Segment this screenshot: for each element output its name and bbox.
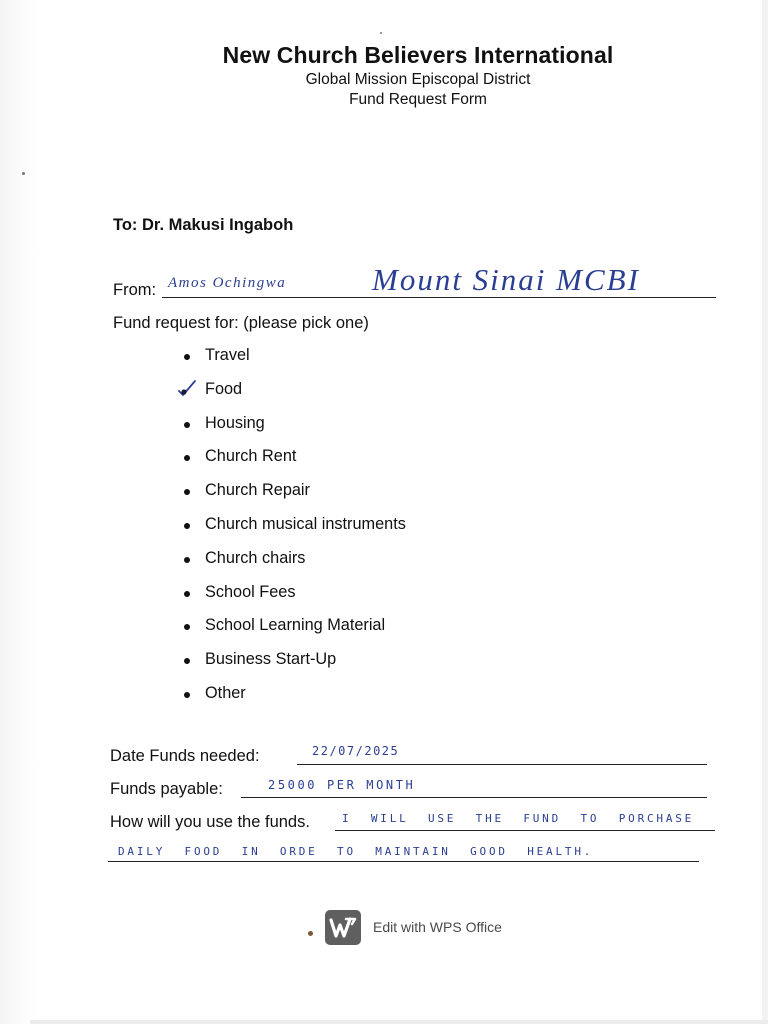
request-prompt: Fund request for: (please pick one) bbox=[113, 314, 369, 332]
from-label: From: bbox=[113, 281, 157, 299]
page-edge-bottom bbox=[30, 1020, 768, 1024]
funds-payable-label: Funds payable: bbox=[110, 780, 223, 798]
request-option-label: Other bbox=[205, 684, 246, 702]
from-name-handwritten: Amos Ochingwa bbox=[168, 275, 287, 291]
request-option-label: School Learning Material bbox=[205, 616, 386, 635]
request-option-label: Church musical instruments bbox=[205, 515, 406, 533]
request-option-label: Church chairs bbox=[205, 548, 306, 567]
request-option-label: Church Rent bbox=[205, 447, 297, 466]
scan-speck bbox=[22, 172, 25, 175]
date-needed-value: 22/07/2025 bbox=[312, 744, 400, 758]
request-option-label: Food bbox=[205, 379, 243, 398]
bullet-icon bbox=[184, 422, 190, 428]
bullet-icon bbox=[184, 557, 190, 563]
request-option-label: Business Start-Up bbox=[205, 650, 337, 669]
funds-use-underline bbox=[335, 830, 715, 831]
organization-title: New Church Believers International bbox=[222, 42, 614, 68]
checkmark-icon bbox=[177, 378, 199, 398]
wps-edit-link[interactable]: Edit with WPS Office bbox=[373, 919, 502, 935]
date-needed-label: Date Funds needed: bbox=[110, 747, 260, 765]
district-subtitle: Global Mission Episcopal District bbox=[305, 71, 531, 88]
page-edge bbox=[762, 0, 768, 1024]
wps-w-glyph bbox=[325, 910, 361, 945]
funds-payable-value: 25000 PER MONTH bbox=[268, 778, 416, 792]
from-place-handwritten: Mount Sinai MCBI bbox=[372, 262, 640, 297]
funds-payable-underline bbox=[241, 797, 707, 798]
request-option-label: Housing bbox=[205, 413, 265, 432]
bullet-icon bbox=[184, 591, 190, 597]
funds-use-value-line1: I WILL USE THE FUND TO PORCHASE bbox=[342, 812, 695, 825]
bullet-icon bbox=[184, 692, 190, 698]
wps-office-icon[interactable] bbox=[325, 910, 361, 945]
form-title: Fund Request Form bbox=[349, 91, 487, 108]
recipient-line: To: Dr. Makusi Ingaboh bbox=[113, 216, 294, 234]
request-option-label: School Fees bbox=[205, 582, 296, 601]
scan-speck bbox=[380, 32, 382, 34]
request-option-label: Church Repair bbox=[205, 481, 310, 500]
bullet-icon bbox=[184, 354, 190, 360]
request-option-label: Travel bbox=[205, 346, 250, 364]
date-needed-underline bbox=[297, 764, 707, 765]
funds-use-underline-2 bbox=[108, 861, 699, 862]
bullet-icon bbox=[184, 523, 190, 529]
funds-use-value-line2: DAILY FOOD IN ORDE TO MAINTAIN GOOD HEALTH. bbox=[118, 845, 594, 858]
scan-speck bbox=[308, 931, 313, 936]
funds-use-label: How will you use the funds. bbox=[110, 813, 310, 831]
